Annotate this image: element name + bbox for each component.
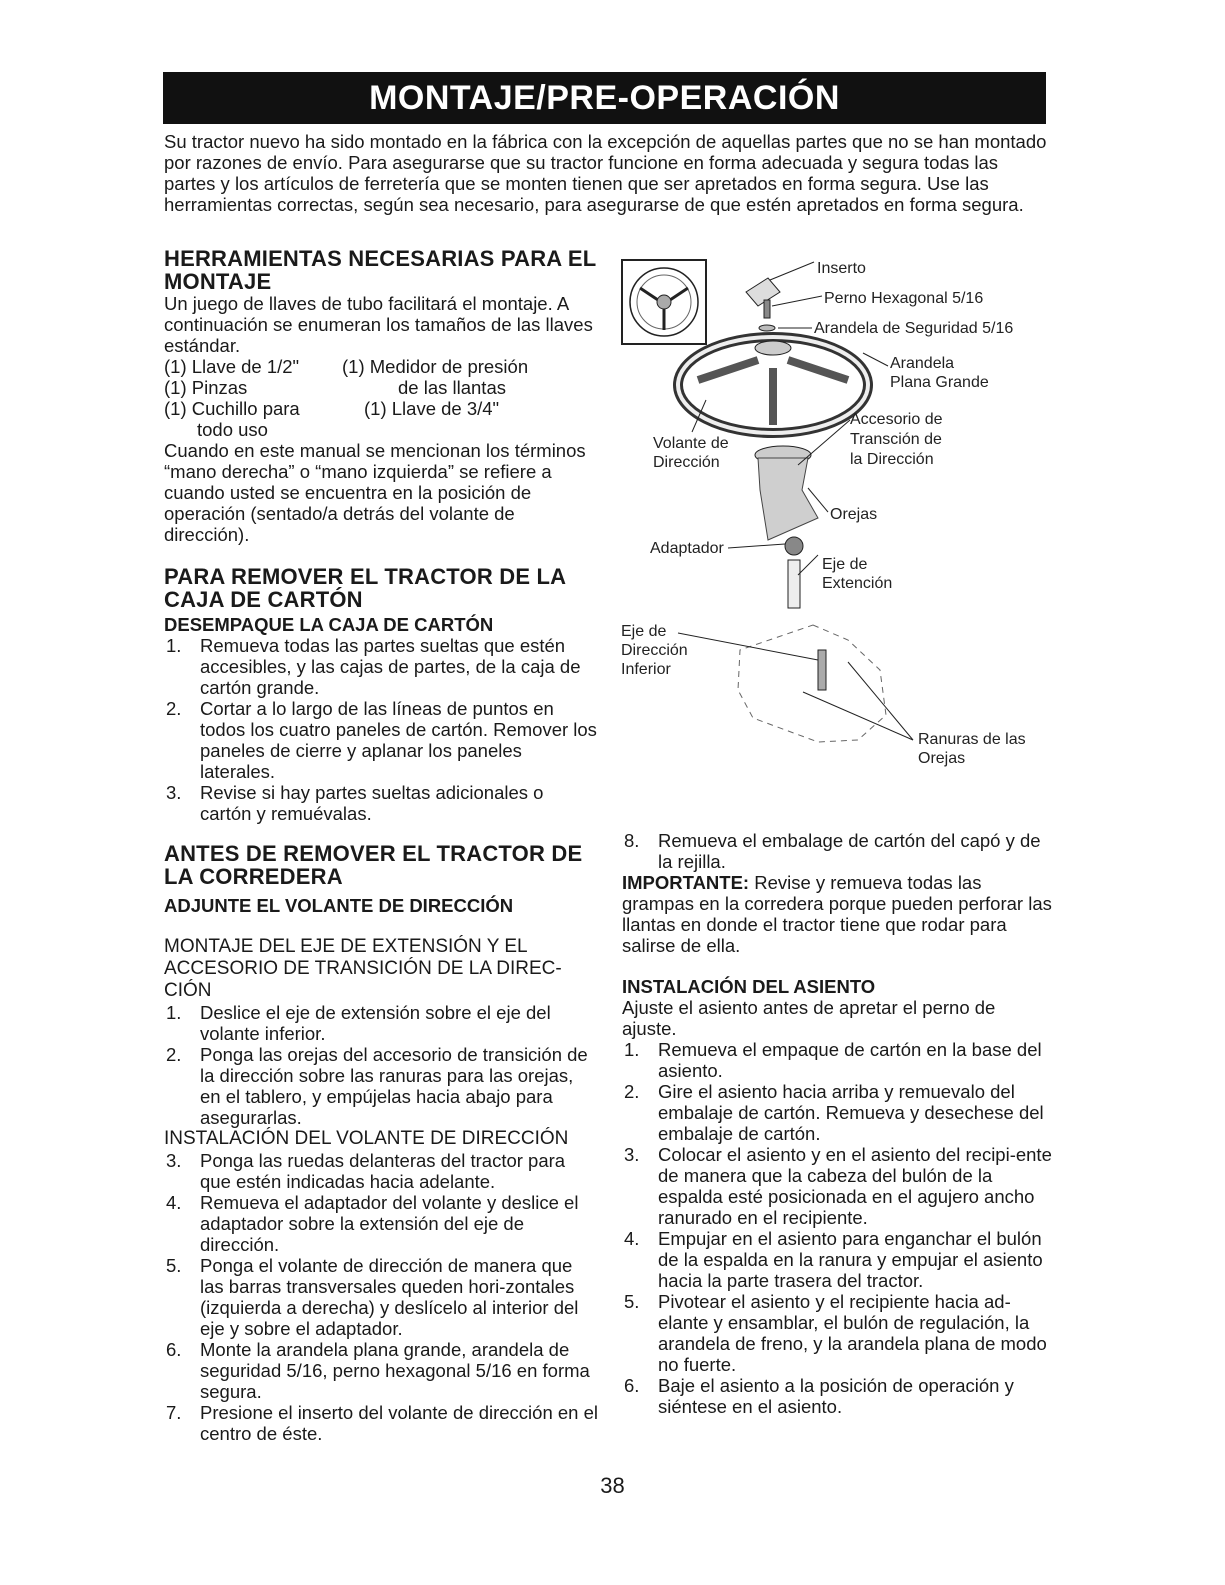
page-title: MONTAJE/PRE-OPERACIÓN bbox=[369, 78, 840, 117]
list-item: 2. Gire el asiento hacia arriba y remuevalo del embalaje de cartón. Remueva y desechese del embalaje de cartón. bbox=[624, 1081, 1044, 1144]
label-flat-washer: Arandela bbox=[890, 355, 955, 372]
before-heading: ANTES DE REMOVER EL TRACTOR DE LA CORREDERA bbox=[164, 841, 583, 889]
label-adaptor: Adaptador bbox=[650, 540, 724, 557]
tools-list bbox=[164, 356, 598, 419]
attach-wheel-subheading: ADJUNTE EL VOLANTE DE DIRECCIÓN bbox=[164, 895, 514, 916]
tools-text: Un juego de llaves de tubo facilitará el montaje. A continuación se enumeran los tamaños de las llaves estándar. bbox=[164, 293, 593, 356]
label-flat-washer: Plana Grande bbox=[890, 374, 989, 391]
tool-item: (1) Cuchillo para bbox=[164, 398, 300, 419]
list-item: 8. Remueva el embalage de cartón del capó y de la rejilla. bbox=[624, 830, 1041, 872]
label-insert: Inserto bbox=[817, 260, 866, 277]
label-ear-slots: Ranuras de las bbox=[918, 731, 1026, 748]
label-steering-wheel: Volante de bbox=[653, 435, 729, 452]
list-item: 2. Ponga las orejas del accesorio de transición de la dirección sobre las ranuras para las orejas, en el tablero, y empújelas hacia abajo para asegurarlas. bbox=[166, 1044, 588, 1128]
list-item: 6. Baje el asiento a la posición de operación y siéntese en el asiento. bbox=[624, 1375, 1014, 1417]
list-item: 5. Ponga el volante de dirección de manera que las barras transversales queden hori-zontales (izquierda a derecha) y deslícelo al interior del eje y sobre el adaptador. bbox=[166, 1255, 579, 1339]
label-transition-accessory: Transción de bbox=[850, 431, 942, 448]
label-ear-slots: Orejas bbox=[918, 750, 966, 767]
tools-note: Cuando en este manual se mencionan los términos “mano derecha” o “mano izquierda” se refiere a cuando usted se encuentra en la posición de operación (sentado/a detrás del volante de dirección). bbox=[164, 440, 586, 545]
list-item: 1. Remueva todas las partes sueltas que estén accesibles, y las cajas de partes, de la caja de cartón grande. bbox=[166, 635, 581, 698]
list-item: 3. Revise si hay partes sueltas adicionales o cartón y remuévalas. bbox=[166, 782, 544, 824]
seat-steps bbox=[622, 1039, 1052, 1417]
important-label: IMPORTANTE: bbox=[622, 872, 750, 893]
right-column bbox=[622, 830, 1052, 1417]
important-note bbox=[622, 872, 1052, 956]
tools-heading: HERRAMIENTAS NECESARIAS PARA EL MONTAJE bbox=[164, 246, 596, 294]
remove-packing-step bbox=[622, 830, 1052, 872]
install-title: INSTALACIÓN DEL VOLANTE DE DIRECCIÓN bbox=[164, 1128, 569, 1149]
list-item: 1. Deslice el eje de extensión sobre el eje del volante inferior. bbox=[166, 1002, 551, 1044]
label-lower-shaft: Dirección bbox=[621, 642, 688, 659]
tool-item: de las llantas bbox=[398, 377, 506, 398]
label-extension-shaft: Extención bbox=[822, 575, 893, 592]
unpack-subheading: DESEMPAQUE LA CAJA DE CARTÓN bbox=[164, 614, 494, 635]
label-lower-shaft: Eje de bbox=[621, 623, 667, 640]
seat-intro: Ajuste el asiento antes de apretar el perno de ajuste. bbox=[622, 997, 996, 1039]
list-item: 4. Empujar en el asiento para enganchar el bulón de la espalda en la ranura y empujar el asiento hacia la parte trasera del tractor. bbox=[624, 1228, 1043, 1291]
label-transition-accessory: Accesorio de bbox=[850, 411, 943, 428]
important-text: Revise y remueva todas las grampas en la corredera porque pueden perforar las llantas en donde el tractor tiene que rodar para salirse de ella. bbox=[622, 872, 1052, 956]
list-item: 4. Remueva el adaptador del volante y deslice el adaptador sobre la extensión del eje de dirección. bbox=[166, 1192, 579, 1255]
list-item: 3. Colocar el asiento y en el asiento del recipi-ente de manera que la cabeza del bulón de la espalda esté posicionada en el agujero ancho ranurado en el recipiente. bbox=[624, 1144, 1052, 1228]
page-title-banner bbox=[163, 72, 1046, 124]
assembly-steps bbox=[164, 1002, 598, 1128]
label-ears: Orejas bbox=[830, 506, 878, 523]
tool-item: todo uso bbox=[197, 419, 268, 440]
seat-heading: INSTALACIÓN DEL ASIENTO bbox=[622, 976, 876, 997]
assembly-title: MONTAJE DEL EJE DE EXTENSIÓN Y EL ACCESORIO DE TRANSICIÓN DE LA DIREC-CIÓN bbox=[164, 936, 562, 1001]
unpack-steps bbox=[164, 635, 598, 824]
label-lower-shaft: Inferior bbox=[621, 661, 671, 678]
label-hex-bolt: Perno Hexagonal 5/16 bbox=[824, 290, 984, 307]
tool-item: (1) Pinzas bbox=[164, 377, 248, 398]
left-column bbox=[164, 247, 598, 1444]
intro-paragraph: Su tractor nuevo ha sido montado en la fábrica con la excepción de aquellas partes que no se han montado por razones de envío. Para asegurarse que su tractor funcione en forma adecuada y segura todas las partes y los artículos de ferretería que se monten tienen que ser apretados en forma segura. Use las herramientas correctas, según sea necesario, para asegurarse de que estén apretados en forma segura. bbox=[164, 131, 1047, 215]
list-item: 1. Remueva el empaque de cartón en la base del asiento. bbox=[624, 1039, 1042, 1081]
page-number: 38 bbox=[600, 1473, 625, 1498]
list-item: 2. Cortar a lo largo de las líneas de puntos en todos los cuatro paneles de cartón. Remover los paneles de cierre y aplanar los paneles laterales. bbox=[166, 698, 597, 782]
install-steps bbox=[164, 1150, 598, 1444]
tool-item: (1) Medidor de presión bbox=[342, 356, 529, 377]
list-item: 6. Monte la arandela plana grande, arandela de seguridad 5/16, perno hexagonal 5/16 en forma segura. bbox=[166, 1339, 590, 1402]
list-item: 3. Ponga las ruedas delanteras del tractor para que estén indicadas hacia adelante. bbox=[166, 1150, 566, 1192]
list-item: 5. Pivotear el asiento y el recipiente hacia ad-elante y ensamblar, el bulón de regulación, la arandela de freno, y la arandela plana de modo no fuerte. bbox=[624, 1291, 1047, 1375]
tool-item: (1) Llave de 3/4" bbox=[364, 398, 500, 419]
tool-item: (1) Llave de 1/2" bbox=[164, 356, 300, 377]
label-lock-washer: Arandela de Seguridad 5/16 bbox=[814, 320, 1014, 337]
label-transition-accessory: la Dirección bbox=[850, 451, 934, 468]
label-steering-wheel: Dirección bbox=[653, 454, 720, 471]
steering-assembly-diagram bbox=[618, 250, 1058, 790]
list-item: 7. Presione el inserto del volante de dirección en el centro de éste. bbox=[166, 1402, 598, 1444]
remove-heading: PARA REMOVER EL TRACTOR DE LA CAJA DE CARTÓN bbox=[164, 564, 566, 612]
label-extension-shaft: Eje de bbox=[822, 556, 868, 573]
